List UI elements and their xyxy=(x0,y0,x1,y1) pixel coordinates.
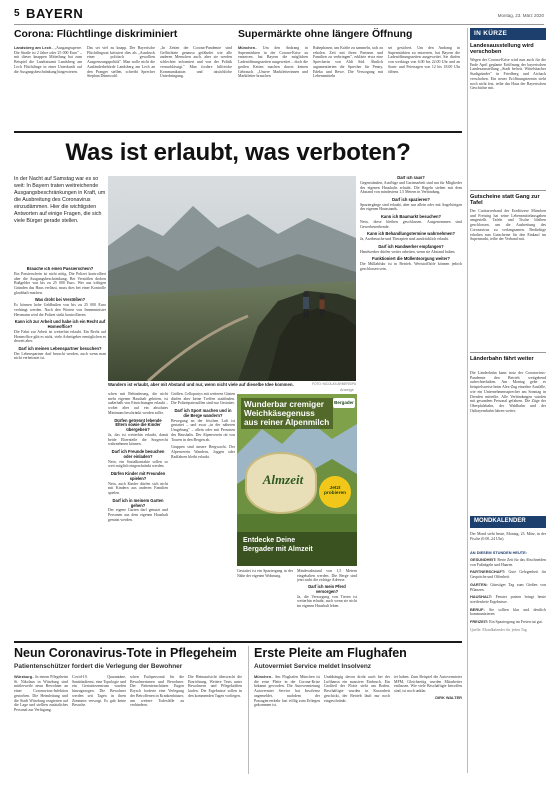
top-left-article xyxy=(14,29,232,129)
main-col-2 xyxy=(108,392,168,637)
dateline: Landsberg am Lech xyxy=(14,46,52,50)
brand-logo: Bergader xyxy=(333,398,355,408)
mondkalender-intro: Der Mond steht heute, Montag, 23. März, in der Fische (0.00–24 Uhr). xyxy=(470,532,546,541)
bottom-left-article xyxy=(14,646,244,776)
article-col-2: Unabhängig davon droht auch bei der Lufthansa ein massiver Einbruch. Ein Großteil der Flotte steht am Boden. Beschäftigte wurden in Kurzarbeit geschickt, der Betrieb läuft nur noch eingeschränkt. xyxy=(324,675,390,703)
photo-caption-text: Wandern ist erlaubt, aber mit Abstand und nur, wenn nicht viele auf dieselbe Idee kommen. xyxy=(108,382,294,387)
main-headline: Was ist erlaubt, was verboten? xyxy=(65,139,411,166)
bottom-section-rule xyxy=(14,641,462,643)
qa-answer: Ja, die Versorgung von Tieren ist weiterhin erlaubt, auch wenn sie nicht im eigenen Haushalt leben. xyxy=(297,594,357,609)
main-col-1 xyxy=(14,267,106,637)
ad-label: Anzeige xyxy=(340,388,354,392)
qa-question: Kann ich zur Arbeit und habe ich ein Recht auf Homeoffice? xyxy=(14,319,106,330)
sidebar-item-heading: Gutscheine statt Gang zur Tafel xyxy=(470,194,540,207)
issue-date: Montag, 23. März 2020 xyxy=(497,13,544,18)
sidebar-title: IN KÜRZE xyxy=(470,28,546,40)
main-col-4 xyxy=(237,569,293,637)
sidebar-divider xyxy=(467,28,468,773)
qa-answer: Nein, ein Sozialkontakte sollen so weit möglich eingeschränkt werden. xyxy=(108,459,168,469)
mondkalender-source: Quelle: Mondkalender für jeden Tag xyxy=(470,627,527,632)
ad-claim-line: Bergader mit Almzeit xyxy=(243,545,313,553)
dateline: München xyxy=(238,46,256,50)
dateline: Würzburg xyxy=(14,675,33,679)
mountain-landscape-image xyxy=(108,176,356,381)
col-text: tet haben. Zum Beispiel die Autovermieter MFM, Gleichzeitig wurden Mitarbeiter entlassen. Wie viele Beschäftigte betroffen sind, ist noch unklar. xyxy=(394,675,462,694)
qa-question: Darf ich in meinem Garten gehen? xyxy=(112,497,164,508)
qa-answer: Die Fahrt zur Arbeit ist weiterhin erlaubt. Ein Recht auf Homeoffice gibt es nicht, viele Arbeitgeber ermöglichen es derzeit aber. xyxy=(14,329,106,344)
article-headline: Corona: Flüchtlinge diskriminiert xyxy=(14,29,178,40)
new-badge: Jetzt probieren xyxy=(319,476,351,508)
article-col-1 xyxy=(238,46,308,128)
qa-question: Darf ich spazieren? xyxy=(392,196,430,202)
article-col-3: sei gesichert. Um den Andrang in Supermärkten zu entzerren, hat Bayern die Ladenöffnungszeiten ausgeweitet. Sie dürfen von werktags von 6.00 bis 22.00 Uhr und an Sonn- und Feiertagen von 12 bis 18.00 Uhr öffnen. xyxy=(388,46,460,74)
cheese-package xyxy=(245,452,317,514)
qa-question: Kann ich Baumarkt besuchen? xyxy=(380,214,442,220)
section-title: BAYERN xyxy=(26,6,84,21)
page-header xyxy=(14,6,544,24)
qa-question: Darf ich Handwerker empfangen? xyxy=(378,243,444,249)
mondkalender-list xyxy=(470,558,546,783)
page-number: 5 xyxy=(14,8,20,19)
main-col-5 xyxy=(360,176,462,636)
qa-answer: Gruppen sind unsere Bergwacht. Der Alpenverein Wandern, Joggen oder Radfahren bleibt erlaubt. xyxy=(171,445,235,459)
qa-answer: Handwerker dürfen weiter arbeiten, wenn sie Abstand halten. xyxy=(360,249,456,254)
article-col-3 xyxy=(394,675,462,775)
qa-answer: Der eigene Garten darf genutzt und Personen aus dem eigenen Haushalt genutzt werden. xyxy=(108,508,168,522)
article-headline: Erste Pleite am Flughafen xyxy=(254,646,407,660)
photo-credit: FOTO: NICOLAS ARMER/DPA xyxy=(312,382,356,386)
main-intro: In der Nacht auf Samstag war es so weit: In Bayern traten weitreichende Ausgangsbeschränkungen in Kraft, um die Ausbreitung des Coronavirus einzudämmen. Hier die wichtigsten Antworten auf einige Fragen, die sich viele Bürger gerade stellen. xyxy=(14,176,106,224)
article-col-1 xyxy=(14,46,82,128)
qa-answer: Gestattet ist ein Spaziergang in der Nähe der eigenen Wohnung. xyxy=(237,569,293,578)
cheese-advertisement[interactable] xyxy=(237,394,357,566)
mondkalender-entry: PARTNERSCHAFT: Gute Gelegenheit für Gespräche und Offenheit. xyxy=(470,569,546,580)
qa-answer: Spaziergänge sind erlaubt, aber nur allein oder mit Angehörigen des eigenen Hausstands. xyxy=(360,202,462,212)
qa-question: Was droht bei Verstößen? xyxy=(34,297,86,303)
article-col-3: schen Fachpersonal für die Bewohnerinnen und Bewohner. Der Patientenschützer Eugen Brysch forderte eine Verlegung der Betroffenen in Krankenhäuser, um weitere Todesfälle zu verhindern. xyxy=(130,675,184,708)
qa-question: Kann ich Behandlungstermine wahrnehmen? xyxy=(366,231,456,237)
mondkalender-entry: GARTEN: Günstiger Tag zum Gießen von Pflanzen. xyxy=(470,581,546,592)
main-col-3 xyxy=(171,392,235,637)
qa-answer: Gegenständen, Ausflüge und Gartenarbeit sind nur für Mitglieder des eigenen Haushalts erlaubt. Die Regeln stehen mit dem Abstand von mindestens 1,5 Metern in Verbindung. xyxy=(360,180,462,195)
article-col-2: Das sei viel zu knapp. Der Bayerische Flüchtlingsrat kritisiert dies als „Ausdruck einer politisch gewollten Ausgrenzungspolitik". Man wolle nicht die Ausländerbehörde Landsberg am Lech an den Pranger stellen, schreibt Sprecher Stephan Dünnwald. xyxy=(87,46,155,79)
qa-question: Darf ich raus? xyxy=(397,176,425,180)
col-text: – „Ausgangssperre. Die Straße ist 2 Jahre oder 25 000 Euro" – mit dieser knappen Mitteilung hat zum Beispiel die Landratsamt Landsberg am Lech Flüchtlinge in einer Unterkunft auf die Ausgangsbeschränkung hingewiesen. xyxy=(14,46,82,74)
top-right-article xyxy=(238,29,462,129)
photo-caption xyxy=(108,382,356,387)
ad-claim xyxy=(237,532,357,566)
qa-question: Dürfen getrennt lebende Eltern sowie die Kinder übergeben? xyxy=(114,417,162,433)
mountain-hikers-photo xyxy=(108,176,356,381)
article-headline: Neun Coronavirus-Tote in Pflegeheim xyxy=(14,646,237,660)
qa-answer: Der Lebenspartner darf besucht werden, auch wenn man nicht verheiratet ist. xyxy=(14,351,106,361)
qa-question: Darf ich Freunde besuchen oder einladen? xyxy=(111,449,165,459)
article-subheadline: Patientenschützer fordert die Verlegung der Bewohner xyxy=(14,663,183,670)
qa-answer: Die Müllabfuhr ist in Betrieb. Wertstoffhöfe können jedoch geschlossen sein. xyxy=(360,262,462,271)
article-col-4: Die Heimaufsicht überwacht die Einrichtung. Weitere Tests unter Bewohnern und Pflegekräften laufen. Die Ergebnisse sollen in den kommenden Tagen vorliegen. xyxy=(188,675,242,698)
mondkalender-entry: GESUNDHEIT: Beste Zeit für das Abschneiden von Fußnägeln und Haaren. xyxy=(470,558,546,567)
qa-answer: Mindestabstand von 1,5 Metern eingehalten werden. Die Berge sind jetzt nicht die richtige Adresse. xyxy=(297,569,357,583)
ad-headline: Wunderbar cremiger Weichkäsegenuss aus reiner Alpenmilch xyxy=(241,398,333,429)
qa-answer: Ja, das ist weiterhin erlaubt, damit beide Elternteile die Sorgerecht wahrnehmen können. xyxy=(108,432,168,447)
article-col-1 xyxy=(14,675,68,775)
sidebar xyxy=(470,28,546,778)
qa-answer: Größen. Cellopartys mit weiteren Gästen dürfen aber keine Treffen stattfinden. Die Polizeipatrouillen sind nur Gestattet. xyxy=(171,392,235,406)
mondkalender-subtitle: AN DIESEM STUNDEN HEUTE: xyxy=(470,550,528,555)
col-text: – Um den Andrang in Supermärkten in der Corona-Krise zu entzerren, hat Bayern die möglichen Ladenöffnungszeiten ausgeweitet – doch die großen Ketten machen davon keinen Gebrauch. „Unsere Marktleiterinnen und Marktleiter brauchen xyxy=(238,46,308,79)
mondkalender-entry: FREIZEIT: Ein Spaziergang im Freien tut gut. xyxy=(470,619,543,625)
author-byline: DIRK WALTER xyxy=(435,694,462,700)
article-col-3: „In Zeiten der Corona-Pandemie sind Geflüchtete genauso gefährdet wie alle anderen Menschen auch, aber sie werden schlechter informiert und von der Politik vernachlässigt." Man fordere hilfreiche Kommunikation und tatsächliche Unterbringung. xyxy=(160,46,232,79)
qa-answer: schen mit Behinderung, die nicht mehr eigenen Haushalt gehören, ist außerhalb von Einrichtungen erlaubt – wobei aber auf ein absolutes Minimum beschränkt werden sollte. xyxy=(108,392,168,415)
product-name: Almzeit xyxy=(262,472,304,487)
sidebar-item-heading: Landesausstellung wird verschoben xyxy=(470,43,534,56)
qa-answer: Ein Passierschein ist nicht nötig. Die Polizei kontrolliert aber die Ausgangsbeschränkung. Bei Verstößen drohen Bußgelder von bis zu 25 000 Euro. Wer aus triftigen Gründen das Haus verlässt, muss dies bei einer Kontrolle glaubhaft machen. xyxy=(14,271,106,295)
bottom-right-article xyxy=(254,646,462,776)
mondkalender-title: MONDKALENDER xyxy=(470,516,546,528)
main-col-4b xyxy=(297,569,357,637)
qa-question: Darf ich Sport machen und in die Berge wandern? xyxy=(174,408,232,418)
bottom-divider xyxy=(248,646,249,774)
sidebar-rule xyxy=(470,352,546,353)
mondkalender-entry: BERUF: Sie sollten klar und deutlich kommunizieren. xyxy=(470,606,546,617)
qa-answer: Ja, Arztbesuche und Therapien sind ausdrücklich erlaubt. xyxy=(360,237,449,242)
article-headline: Supermärkte ohne längere Öffnung xyxy=(238,29,413,40)
col-text: – Am Flughafen München ist die erste Pleite in der Corona-Krise bekannt geworden. Die Autovermietung Autovermiet Service hat Insolvenz angemeldet, nachdem der Passagierverkehr fast völlig zum Erliegen gekommen ist. xyxy=(254,675,320,708)
qa-answer: Es können hohe Geldbußen von bis zu 25 000 Euro verhängt werden. Nach den Worten von Innenminister Herrmann wird die Polizei strikt kontrollieren. xyxy=(14,303,106,317)
header-rule xyxy=(14,24,544,25)
sidebar-item-text: Wegen der Corona-Krise wird nun auch für die Ende April geplante Eröffnung der bayerischen Landesausstellung „Stadt befreit. Wittelsbacher Stadtgründer" in Friedberg und Aichach verschoben. Ein neuer Eröffnungstermin steht noch nicht fest, teilte das Haus der Bayerischen Geschichte mit. xyxy=(470,58,546,91)
col-text: – In einem Pflegeheim St. Nikolaus in Würzburg sind mittlerweile neun Bewohner an einer Coronavirus-Infektion gestorben. Die Heimleitung und die Stadt Würzburg reagierten auf die Lage und stellten zusätzliches Personal zur Verfügung. xyxy=(14,675,68,712)
sidebar-item-text: Der Caritasverband der Erzdiözese München und Freising hat seine Lebensmittelausgaben umgestellt. Tafeln und Tische bleiben geschlossen, um die Ausbreitung des Coronavirus zu verlangsamen. Bedürftige erhalten nun Gutscheine für den Einkauf im Supermarkt, teilte der Verband mit. xyxy=(470,209,546,242)
qa-question: Brauche ich einen Passierschein? xyxy=(26,267,94,271)
mondkalender-entry: HAUSHALT: Fenster putzen bringt heute streifenfreie Ergebnisse. xyxy=(470,594,546,604)
qa-question: Dürfen Kinder mit Freunden spielen? xyxy=(110,471,166,481)
qa-answer: Nein, diese bleiben geschlossen. Ausgenommen sind Gewerbetreibende. xyxy=(360,219,462,229)
main-article-top-rule xyxy=(14,131,462,133)
qa-answer: Nein, auch Kinder dürfen sich nicht mit Kindern aus anderen Familien spielen. xyxy=(108,481,168,496)
sidebar-rule xyxy=(470,190,546,191)
dateline: München xyxy=(254,675,272,679)
article-col-2: Covid-19. Quarantäne, Sanitätsdienst, eine Topologie und ein Geriatriezentrum wurden hinzugezogen. Die Bewohner werden seit Tagen in ihren Zimmern versorgt. Es gab keine Besuche. xyxy=(72,675,126,708)
article-col-1 xyxy=(254,675,320,775)
qa-answer: Bewegung an der frischen Luft ist gestattet – und zwar „in der näheren Umgebung" – allein oder mit Personen des Haushalts. Der Alpenverein rät von Touren in den Bergen ab. xyxy=(171,418,235,442)
sidebar-item-text: Die Länderbahn kann trotz der Coronavirus-Pandemie den Betrieb weitgehend aufrechterhalten. Am Montag gebe es beispielsweise beim Alex-Zug einzelne Ausfälle, wie ein Unternehmenssprecher am Sonntag in Dresden mitteilte. Alle Verbindungen würden mit gesundem Personal gefahren. Die Züge der Oberpfalzbahn, der Waldbahn und der Ostbayernbahn fahren weiter. xyxy=(470,371,546,413)
ad-claim-line: Entdecke Deine xyxy=(243,537,296,544)
qa-question: Darf ich meinen Lebenspartner besuchen? xyxy=(18,345,102,351)
article-col-2: Ruhephasen, um Kräfte zu sammeln, sich zu erholen. Zeit mit ihren Partnern und Familien zu verbringen", erklärte etwa eine Sprecherin von Aldi Süd. Ähnlich argumentierten die Sprecher für Penny, Edeka und Rewe. Die Versorgung mit Lebensmitteln xyxy=(313,46,383,79)
sidebar-item-heading: Länderbahn fährt weiter xyxy=(470,356,534,362)
qa-question: Funktioniert die Müllentsorgung weiter? xyxy=(371,256,450,262)
qa-question: Darf ich mein Pferd versorgen? xyxy=(308,584,346,594)
article-subheadline: Autovermiet Service meldet Insolvenz xyxy=(254,663,372,670)
